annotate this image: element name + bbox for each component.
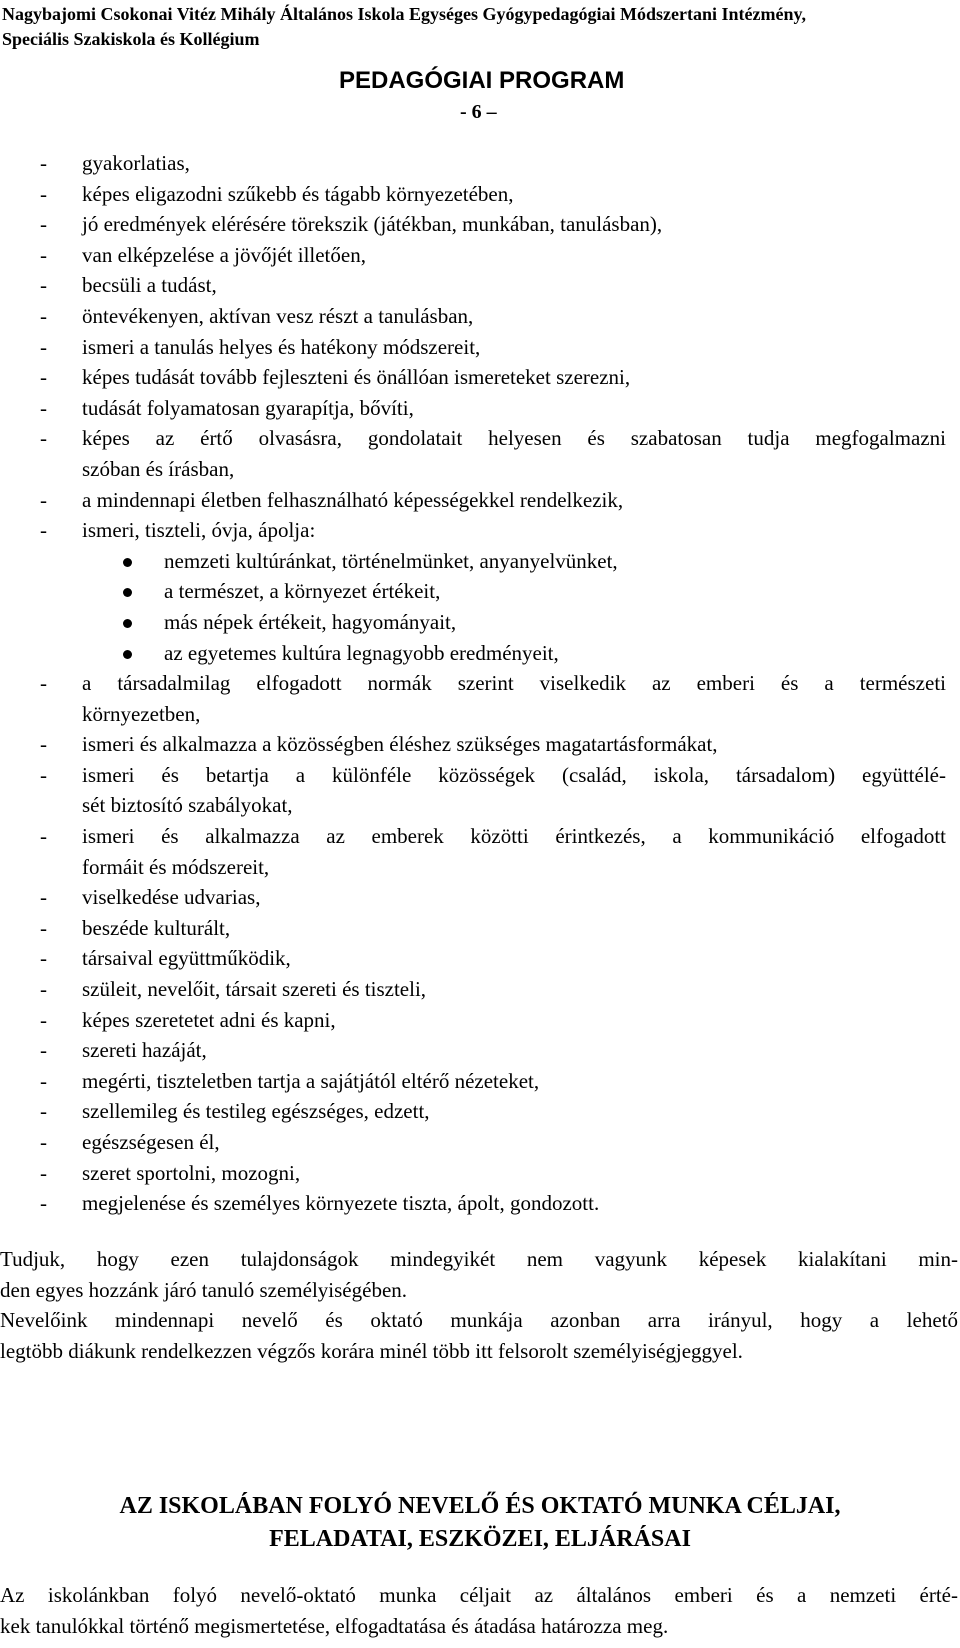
list-item <box>0 362 960 393</box>
page-number: - 6 – <box>460 101 497 123</box>
bullet-dot-icon <box>123 619 132 628</box>
bullet-dot-icon <box>123 588 132 597</box>
list-item <box>0 1188 960 1219</box>
dash-marker-icon: - <box>40 1191 47 1216</box>
list-item <box>0 974 960 1005</box>
competency-list <box>0 148 960 1219</box>
list-item-text: ismeri a tanulás helyes és hatékony módszereit, <box>82 334 481 359</box>
bullet-dot-icon <box>123 650 132 659</box>
list-item-text: ismeri és alkalmazza az emberek közötti érintkezés, a kommunikáció elfogadott <box>82 824 946 849</box>
dash-marker-icon: - <box>40 426 47 451</box>
list-item <box>0 1127 960 1158</box>
paragraph-1-line-2: den egyes hozzánk járó tanuló személyiségében. <box>0 1277 408 1302</box>
paragraph-2-line-2: legtöbb diákunk rendelkezzen végzős korára minél több itt felsorolt személyiségjeggyel. <box>0 1338 743 1363</box>
list-item <box>0 1005 960 1036</box>
dash-marker-icon: - <box>40 1038 47 1063</box>
list-item <box>0 1158 960 1189</box>
dash-marker-icon: - <box>40 946 47 971</box>
dash-marker-icon: - <box>40 395 47 420</box>
list-item-text: nemzeti kultúránkat, történelmünket, anyanyelvünket, <box>164 548 618 573</box>
list-item-text: az egyetemes kultúra legnagyobb eredményeit, <box>164 640 559 665</box>
program-title: PEDAGÓGIAI PROGRAM <box>339 67 625 94</box>
bullet-list-item <box>0 638 960 669</box>
list-item-text: ismeri és alkalmazza a közösségben éléshez szükséges magatartásformákat, <box>82 732 718 757</box>
header-institution-line-1: Nagybajomi Csokonai Vitéz Mihály Általános Iskola Egységes Gyógypedagógiai Módszertani Intézmény, <box>2 4 807 24</box>
list-item-text: van elképzelése a jövőjét illetően, <box>82 242 366 267</box>
paragraph-1-line-1: Tudjuk, hogy ezen tulajdonságok mindegyikét nem vagyunk képesek kialakítani min- <box>0 1247 958 1271</box>
list-item-text: ismeri, tiszteli, óvja, ápolja: <box>82 518 316 543</box>
list-item <box>0 821 960 882</box>
list-item-text: megjelenése és személyes környezete tiszta, ápolt, gondozott. <box>82 1191 600 1216</box>
list-item <box>0 148 960 179</box>
list-item <box>0 760 960 821</box>
list-item-text: gyakorlatias, <box>82 151 190 175</box>
list-item <box>0 485 960 516</box>
dash-marker-icon: - <box>40 1099 47 1124</box>
dash-marker-icon: - <box>40 762 47 787</box>
list-item-text: szellemileg és testileg egészséges, edzett, <box>82 1099 430 1124</box>
list-item-text: a társadalmilag elfogadott normák szerint viselkedik az emberi és a természeti <box>82 671 946 696</box>
dash-marker-icon: - <box>40 365 47 390</box>
paragraph-3-line-1: Az iskolánkban folyó nevelő-oktató munka céljait az általános emberi és a nemzeti érté- <box>0 1583 958 1607</box>
paragraph-2-line-1: Nevelőink mindennapi nevelő és oktató munkája azonban arra irányul, hogy a lehető <box>0 1308 958 1332</box>
list-item-text: képes tudását tovább fejleszteni és önállóan ismereteket szerezni, <box>82 365 631 390</box>
list-item-text: szereti hazáját, <box>82 1038 207 1063</box>
dash-marker-icon: - <box>40 977 47 1002</box>
list-item <box>0 240 960 271</box>
dash-marker-icon: - <box>40 181 47 206</box>
list-item <box>0 1066 960 1097</box>
dash-marker-icon: - <box>40 1160 47 1185</box>
list-item <box>0 729 960 760</box>
list-item-text: beszéde kulturált, <box>82 915 231 940</box>
list-item-text: öntevékenyen, aktívan vesz részt a tanulásban, <box>82 303 474 328</box>
list-item <box>0 1096 960 1127</box>
list-item-continuation: sét biztosító szabályokat, <box>82 793 293 818</box>
list-item <box>0 332 960 363</box>
list-item-text: képes az értő olvasásra, gondolatait helyesen és szabatosan tudja megfogalmazni <box>82 426 946 451</box>
list-item <box>0 423 960 484</box>
dash-marker-icon: - <box>40 212 47 237</box>
list-item <box>0 301 960 332</box>
dash-marker-icon: - <box>40 303 47 328</box>
bullet-list-item <box>0 546 960 577</box>
list-item-continuation: környezetben, <box>82 701 201 726</box>
dash-marker-icon: - <box>40 334 47 359</box>
list-item <box>0 515 960 546</box>
bullet-list-item <box>0 576 960 607</box>
list-item <box>0 668 960 729</box>
dash-marker-icon: - <box>40 915 47 940</box>
paragraph-3 <box>0 1580 958 1641</box>
paragraph-3-line-2: kek tanulókkal történő megismertetése, elfogadtatása és átadása határozza meg. <box>0 1613 669 1638</box>
list-item-text: a természet, a környezet értékeit, <box>164 579 441 604</box>
list-item <box>0 913 960 944</box>
dash-marker-icon: - <box>40 1068 47 1093</box>
dash-marker-icon: - <box>40 242 47 267</box>
dash-marker-icon: - <box>40 1130 47 1154</box>
list-item-text: szeret sportolni, mozogni, <box>82 1160 301 1185</box>
list-item-continuation: formáit és módszereit, <box>82 854 270 879</box>
list-item-text: jó eredmények elérésére törekszik (játékban, munkában, tanulásban), <box>82 212 663 237</box>
dash-marker-icon: - <box>40 273 47 298</box>
list-item-continuation: szóban és írásban, <box>82 456 235 481</box>
list-item <box>0 270 960 301</box>
list-item-text: társaival együttműködik, <box>82 946 291 971</box>
dash-marker-icon: - <box>40 732 47 757</box>
list-item <box>0 209 960 240</box>
paragraph-2 <box>0 1305 958 1366</box>
list-item <box>0 179 960 210</box>
section-title-line-2: FELADATAI, ESZKÖZEI, ELJÁRÁSAI <box>269 1526 691 1552</box>
list-item <box>0 882 960 913</box>
dash-marker-icon: - <box>40 1007 47 1032</box>
bullet-list-item <box>0 607 960 638</box>
dash-marker-icon: - <box>40 824 47 849</box>
list-item <box>0 393 960 424</box>
dash-marker-icon: - <box>40 885 47 910</box>
list-item-text: egészségesen él, <box>82 1130 220 1154</box>
bullet-dot-icon <box>123 558 132 567</box>
section-title <box>0 1490 960 1556</box>
list-item <box>0 1035 960 1066</box>
dash-marker-icon: - <box>40 518 47 543</box>
list-item-text: képes eligazodni szűkebb és tágabb környezetében, <box>82 181 514 206</box>
list-item-text: becsüli a tudást, <box>82 273 217 298</box>
list-item-text: tudását folyamatosan gyarapítja, bővíti, <box>82 395 414 420</box>
list-item-text: a mindennapi életben felhasználható képességekkel rendelkezik, <box>82 487 624 512</box>
list-item-text: más népek értékeit, hagyományait, <box>164 609 457 634</box>
list-item-text: viselkedése udvarias, <box>82 885 261 910</box>
list-item-text: szüleit, nevelőit, társait szereti és tiszteli, <box>82 977 427 1002</box>
dash-marker-icon: - <box>40 671 47 696</box>
dash-marker-icon: - <box>40 151 47 175</box>
dash-marker-icon: - <box>40 487 47 512</box>
list-item-text: megérti, tiszteletben tartja a sajátjától eltérő nézeteket, <box>82 1068 540 1093</box>
list-item <box>0 943 960 974</box>
list-item-text: ismeri és betartja a különféle közösségek (család, iskola, társadalom) együttélé- <box>82 762 946 787</box>
paragraph-1 <box>0 1244 958 1305</box>
header-institution-line-2: Speciális Szakiskola és Kollégium <box>2 29 260 49</box>
section-title-line-1: AZ ISKOLÁBAN FOLYÓ NEVELŐ ÉS OKTATÓ MUNKA CÉLJAI, <box>119 1493 841 1519</box>
list-item-text: képes szeretetet adni és kapni, <box>82 1007 336 1032</box>
